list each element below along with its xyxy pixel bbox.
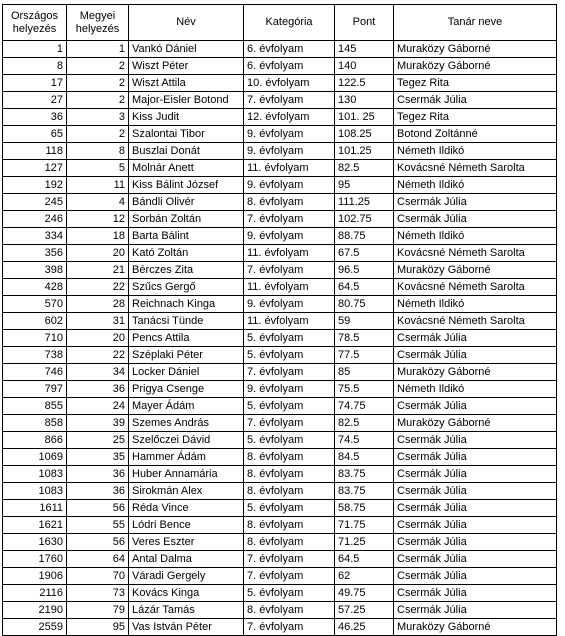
cell-orszagos-helyezes: 797	[3, 381, 67, 398]
cell-megyei-helyezes: 55	[67, 517, 129, 534]
cell-orszagos-helyezes: 738	[3, 347, 67, 364]
cell-tanar-neve: Németh Ildikó	[394, 228, 557, 245]
cell-orszagos-helyezes: 334	[3, 228, 67, 245]
cell-nev: Kovács Kinga	[129, 585, 244, 602]
cell-pont: 77.5	[335, 347, 394, 364]
cell-megyei-helyezes: 2	[67, 58, 129, 75]
cell-nev: Veres Eszter	[129, 534, 244, 551]
cell-kategoria: 7. évfolyam	[244, 551, 335, 568]
cell-megyei-helyezes: 56	[67, 500, 129, 517]
cell-megyei-helyezes: 22	[67, 347, 129, 364]
cell-nev: Kiss Bálint József	[129, 177, 244, 194]
cell-tanar-neve: Csermák Júlia	[394, 602, 557, 619]
cell-orszagos-helyezes: 65	[3, 126, 67, 143]
table-row	[3, 602, 557, 619]
table-row	[3, 58, 557, 75]
table-row	[3, 568, 557, 585]
cell-pont: 58.75	[335, 500, 394, 517]
cell-kategoria: 7. évfolyam	[244, 619, 335, 636]
cell-nev: Reichnach Kinga	[129, 296, 244, 313]
cell-megyei-helyezes: 56	[67, 534, 129, 551]
cell-orszagos-helyezes: 1	[3, 41, 67, 58]
cell-orszagos-helyezes: 118	[3, 143, 67, 160]
table-row	[3, 143, 557, 160]
cell-kategoria: 8. évfolyam	[244, 449, 335, 466]
cell-kategoria: 10. évfolyam	[244, 75, 335, 92]
cell-orszagos-helyezes: 1621	[3, 517, 67, 534]
cell-tanar-neve: Muraközy Gáborné	[394, 41, 557, 58]
cell-megyei-helyezes: 25	[67, 432, 129, 449]
table-row	[3, 330, 557, 347]
cell-nev: Barta Bálint	[129, 228, 244, 245]
cell-tanar-neve: Németh Ildikó	[394, 381, 557, 398]
cell-pont: 49.75	[335, 585, 394, 602]
cell-kategoria: 9. évfolyam	[244, 296, 335, 313]
cell-nev: Kiss Judit	[129, 109, 244, 126]
cell-tanar-neve: Muraközy Gáborné	[394, 262, 557, 279]
table-row	[3, 41, 557, 58]
cell-nev: Huber Annamária	[129, 466, 244, 483]
cell-megyei-helyezes: 64	[67, 551, 129, 568]
cell-nev: Sirokmán Alex	[129, 483, 244, 500]
table-row	[3, 75, 557, 92]
cell-pont: 83.75	[335, 466, 394, 483]
cell-pont: 80.75	[335, 296, 394, 313]
cell-megyei-helyezes: 2	[67, 92, 129, 109]
header-pont: Pont	[335, 5, 394, 41]
cell-nev: Széplaki Péter	[129, 347, 244, 364]
cell-megyei-helyezes: 79	[67, 602, 129, 619]
cell-kategoria: 7. évfolyam	[244, 568, 335, 585]
cell-kategoria: 8. évfolyam	[244, 534, 335, 551]
cell-tanar-neve: Csermák Júlia	[394, 330, 557, 347]
cell-kategoria: 8. évfolyam	[244, 517, 335, 534]
table-row	[3, 347, 557, 364]
cell-orszagos-helyezes: 1083	[3, 483, 67, 500]
cell-nev: Vankó Dániel	[129, 41, 244, 58]
cell-nev: Szelőczei Dávid	[129, 432, 244, 449]
cell-pont: 64.5	[335, 551, 394, 568]
cell-megyei-helyezes: 34	[67, 364, 129, 381]
results-table	[2, 4, 557, 636]
cell-pont: 101.25	[335, 143, 394, 160]
header-kategoria: Kategória	[244, 5, 335, 41]
cell-nev: Réda Vince	[129, 500, 244, 517]
cell-orszagos-helyezes: 428	[3, 279, 67, 296]
cell-orszagos-helyezes: 17	[3, 75, 67, 92]
cell-kategoria: 8. évfolyam	[244, 602, 335, 619]
cell-megyei-helyezes: 39	[67, 415, 129, 432]
table-row	[3, 466, 557, 483]
cell-tanar-neve: Németh Ildikó	[394, 143, 557, 160]
cell-orszagos-helyezes: 858	[3, 415, 67, 432]
cell-kategoria: 5. évfolyam	[244, 398, 335, 415]
cell-nev: Váradi Gergely	[129, 568, 244, 585]
cell-orszagos-helyezes: 192	[3, 177, 67, 194]
cell-orszagos-helyezes: 1083	[3, 466, 67, 483]
cell-orszagos-helyezes: 127	[3, 160, 67, 177]
table-row	[3, 585, 557, 602]
table-row	[3, 313, 557, 330]
cell-kategoria: 7. évfolyam	[244, 211, 335, 228]
cell-megyei-helyezes: 1	[67, 41, 129, 58]
cell-kategoria: 11. évfolyam	[244, 245, 335, 262]
cell-kategoria: 7. évfolyam	[244, 262, 335, 279]
cell-kategoria: 9. évfolyam	[244, 381, 335, 398]
cell-megyei-helyezes: 21	[67, 262, 129, 279]
table-row	[3, 279, 557, 296]
cell-megyei-helyezes: 2	[67, 75, 129, 92]
cell-tanar-neve: Csermák Júlia	[394, 211, 557, 228]
cell-megyei-helyezes: 95	[67, 619, 129, 636]
cell-orszagos-helyezes: 1611	[3, 500, 67, 517]
cell-nev: Hammer Ádám	[129, 449, 244, 466]
cell-pont: 84.5	[335, 449, 394, 466]
cell-orszagos-helyezes: 2559	[3, 619, 67, 636]
cell-nev: Bándli Olivér	[129, 194, 244, 211]
cell-kategoria: 11. évfolyam	[244, 160, 335, 177]
cell-pont: 82.5	[335, 160, 394, 177]
table-row	[3, 160, 557, 177]
cell-nev: Tanácsi Tünde	[129, 313, 244, 330]
cell-nev: Buszlai Donát	[129, 143, 244, 160]
cell-pont: 74.75	[335, 398, 394, 415]
cell-tanar-neve: Botond Zoltánné	[394, 126, 557, 143]
cell-pont: 78.5	[335, 330, 394, 347]
cell-megyei-helyezes: 28	[67, 296, 129, 313]
cell-megyei-helyezes: 12	[67, 211, 129, 228]
cell-orszagos-helyezes: 27	[3, 92, 67, 109]
table-row	[3, 228, 557, 245]
cell-pont: 57.25	[335, 602, 394, 619]
cell-kategoria: 6. évfolyam	[244, 58, 335, 75]
cell-megyei-helyezes: 3	[67, 109, 129, 126]
cell-megyei-helyezes: 70	[67, 568, 129, 585]
cell-megyei-helyezes: 73	[67, 585, 129, 602]
cell-megyei-helyezes: 36	[67, 381, 129, 398]
cell-kategoria: 5. évfolyam	[244, 330, 335, 347]
cell-orszagos-helyezes: 1069	[3, 449, 67, 466]
cell-pont: 83.75	[335, 483, 394, 500]
cell-tanar-neve: Csermák Júlia	[394, 92, 557, 109]
cell-kategoria: 8. évfolyam	[244, 483, 335, 500]
cell-nev: Mayer Ádám	[129, 398, 244, 415]
cell-megyei-helyezes: 36	[67, 466, 129, 483]
header-row	[3, 5, 557, 41]
header-tanar-neve: Tanár neve	[394, 5, 557, 41]
cell-nev: Szalontai Tibor	[129, 126, 244, 143]
cell-kategoria: 7. évfolyam	[244, 415, 335, 432]
cell-kategoria: 9. évfolyam	[244, 228, 335, 245]
cell-pont: 64.5	[335, 279, 394, 296]
cell-megyei-helyezes: 36	[67, 483, 129, 500]
header-megyei-helyezes: Megyei helyezés	[67, 5, 129, 41]
table-row	[3, 500, 557, 517]
table-row	[3, 432, 557, 449]
table-row	[3, 381, 557, 398]
table-row	[3, 194, 557, 211]
cell-orszagos-helyezes: 602	[3, 313, 67, 330]
cell-tanar-neve: Muraközy Gáborné	[394, 58, 557, 75]
cell-tanar-neve: Csermák Júlia	[394, 517, 557, 534]
cell-nev: Locker Dániel	[129, 364, 244, 381]
cell-pont: 85	[335, 364, 394, 381]
cell-pont: 74.5	[335, 432, 394, 449]
cell-tanar-neve: Kovácsné Németh Sarolta	[394, 313, 557, 330]
cell-tanar-neve: Muraközy Gáborné	[394, 364, 557, 381]
cell-orszagos-helyezes: 746	[3, 364, 67, 381]
cell-orszagos-helyezes: 2116	[3, 585, 67, 602]
cell-pont: 108.25	[335, 126, 394, 143]
cell-kategoria: 12. évfolyam	[244, 109, 335, 126]
cell-nev: Lázár Tamás	[129, 602, 244, 619]
cell-orszagos-helyezes: 1760	[3, 551, 67, 568]
cell-tanar-neve: Csermák Júlia	[394, 449, 557, 466]
cell-orszagos-helyezes: 245	[3, 194, 67, 211]
cell-orszagos-helyezes: 398	[3, 262, 67, 279]
cell-tanar-neve: Németh Ildikó	[394, 177, 557, 194]
cell-nev: Lódri Bence	[129, 517, 244, 534]
cell-nev: Szűcs Gergő	[129, 279, 244, 296]
cell-pont: 62	[335, 568, 394, 585]
cell-orszagos-helyezes: 866	[3, 432, 67, 449]
cell-nev: Szemes András	[129, 415, 244, 432]
cell-nev: Bérczes Zita	[129, 262, 244, 279]
cell-pont: 122.5	[335, 75, 394, 92]
cell-megyei-helyezes: 4	[67, 194, 129, 211]
table-row	[3, 398, 557, 415]
cell-nev: Sorbán Zoltán	[129, 211, 244, 228]
cell-orszagos-helyezes: 855	[3, 398, 67, 415]
cell-megyei-helyezes: 35	[67, 449, 129, 466]
cell-tanar-neve: Csermák Júlia	[394, 585, 557, 602]
cell-kategoria: 8. évfolyam	[244, 194, 335, 211]
cell-megyei-helyezes: 24	[67, 398, 129, 415]
table-row	[3, 92, 557, 109]
cell-nev: Antal Dalma	[129, 551, 244, 568]
cell-pont: 75.5	[335, 381, 394, 398]
cell-nev: Kató Zoltán	[129, 245, 244, 262]
cell-tanar-neve: Csermák Júlia	[394, 398, 557, 415]
cell-kategoria: 5. évfolyam	[244, 347, 335, 364]
cell-orszagos-helyezes: 246	[3, 211, 67, 228]
header-nev: Név	[129, 5, 244, 41]
cell-megyei-helyezes: 20	[67, 245, 129, 262]
cell-nev: Wiszt Attila	[129, 75, 244, 92]
cell-orszagos-helyezes: 8	[3, 58, 67, 75]
cell-megyei-helyezes: 22	[67, 279, 129, 296]
table-row	[3, 109, 557, 126]
cell-nev: Wiszt Péter	[129, 58, 244, 75]
cell-megyei-helyezes: 18	[67, 228, 129, 245]
cell-kategoria: 7. évfolyam	[244, 364, 335, 381]
cell-tanar-neve: Csermák Júlia	[394, 194, 557, 211]
cell-tanar-neve: Kovácsné Németh Sarolta	[394, 279, 557, 296]
cell-tanar-neve: Csermák Júlia	[394, 500, 557, 517]
cell-orszagos-helyezes: 356	[3, 245, 67, 262]
cell-kategoria: 6. évfolyam	[244, 41, 335, 58]
cell-nev: Major-Eisler Botond	[129, 92, 244, 109]
cell-orszagos-helyezes: 2190	[3, 602, 67, 619]
cell-kategoria: 9. évfolyam	[244, 126, 335, 143]
cell-pont: 96.5	[335, 262, 394, 279]
cell-nev: Vas István Péter	[129, 619, 244, 636]
table-row	[3, 551, 557, 568]
cell-kategoria: 11. évfolyam	[244, 313, 335, 330]
cell-tanar-neve: Csermák Júlia	[394, 534, 557, 551]
cell-tanar-neve: Csermák Júlia	[394, 347, 557, 364]
cell-megyei-helyezes: 31	[67, 313, 129, 330]
cell-pont: 140	[335, 58, 394, 75]
cell-kategoria: 9. évfolyam	[244, 143, 335, 160]
table-row	[3, 517, 557, 534]
cell-pont: 82.5	[335, 415, 394, 432]
cell-kategoria: 8. évfolyam	[244, 466, 335, 483]
table-row	[3, 262, 557, 279]
cell-megyei-helyezes: 5	[67, 160, 129, 177]
table-row	[3, 245, 557, 262]
cell-kategoria: 5. évfolyam	[244, 585, 335, 602]
table-row	[3, 211, 557, 228]
cell-pont: 71.25	[335, 534, 394, 551]
cell-pont: 130	[335, 92, 394, 109]
table-row	[3, 449, 557, 466]
cell-megyei-helyezes: 8	[67, 143, 129, 160]
cell-kategoria: 5. évfolyam	[244, 432, 335, 449]
table-row	[3, 483, 557, 500]
cell-orszagos-helyezes: 710	[3, 330, 67, 347]
cell-pont: 71.75	[335, 517, 394, 534]
cell-pont: 111.25	[335, 194, 394, 211]
table-row	[3, 534, 557, 551]
cell-nev: Pencs Attila	[129, 330, 244, 347]
table-row	[3, 619, 557, 636]
table-body	[3, 41, 557, 636]
cell-tanar-neve: Tegez Rita	[394, 75, 557, 92]
cell-pont: 102.75	[335, 211, 394, 228]
table-row	[3, 364, 557, 381]
cell-nev: Molnár Anett	[129, 160, 244, 177]
cell-kategoria: 5. évfolyam	[244, 500, 335, 517]
cell-pont: 95	[335, 177, 394, 194]
cell-tanar-neve: Kovácsné Németh Sarolta	[394, 245, 557, 262]
cell-tanar-neve: Németh Ildikó	[394, 296, 557, 313]
cell-tanar-neve: Tegez Rita	[394, 109, 557, 126]
results-table-container	[2, 4, 557, 636]
cell-kategoria: 7. évfolyam	[244, 92, 335, 109]
cell-pont: 145	[335, 41, 394, 58]
cell-pont: 59	[335, 313, 394, 330]
cell-orszagos-helyezes: 1906	[3, 568, 67, 585]
table-row	[3, 177, 557, 194]
cell-orszagos-helyezes: 36	[3, 109, 67, 126]
cell-kategoria: 11. évfolyam	[244, 279, 335, 296]
cell-nev: Prigya Csenge	[129, 381, 244, 398]
cell-tanar-neve: Muraközy Gáborné	[394, 619, 557, 636]
cell-megyei-helyezes: 11	[67, 177, 129, 194]
table-row	[3, 415, 557, 432]
cell-orszagos-helyezes: 1630	[3, 534, 67, 551]
table-row	[3, 126, 557, 143]
cell-tanar-neve: Kovácsné Németh Sarolta	[394, 160, 557, 177]
cell-tanar-neve: Csermák Júlia	[394, 483, 557, 500]
cell-tanar-neve: Csermák Júlia	[394, 551, 557, 568]
cell-tanar-neve: Csermák Júlia	[394, 432, 557, 449]
cell-pont: 88.75	[335, 228, 394, 245]
header-orszagos-helyezes: Országos helyezés	[3, 5, 67, 41]
cell-tanar-neve: Muraközy Gáborné	[394, 415, 557, 432]
cell-megyei-helyezes: 2	[67, 126, 129, 143]
cell-tanar-neve: Csermák Júlia	[394, 568, 557, 585]
table-row	[3, 296, 557, 313]
cell-pont: 67.5	[335, 245, 394, 262]
cell-orszagos-helyezes: 570	[3, 296, 67, 313]
cell-megyei-helyezes: 20	[67, 330, 129, 347]
cell-kategoria: 9. évfolyam	[244, 177, 335, 194]
cell-tanar-neve: Csermák Júlia	[394, 466, 557, 483]
cell-pont: 101. 25	[335, 109, 394, 126]
cell-pont: 46.25	[335, 619, 394, 636]
